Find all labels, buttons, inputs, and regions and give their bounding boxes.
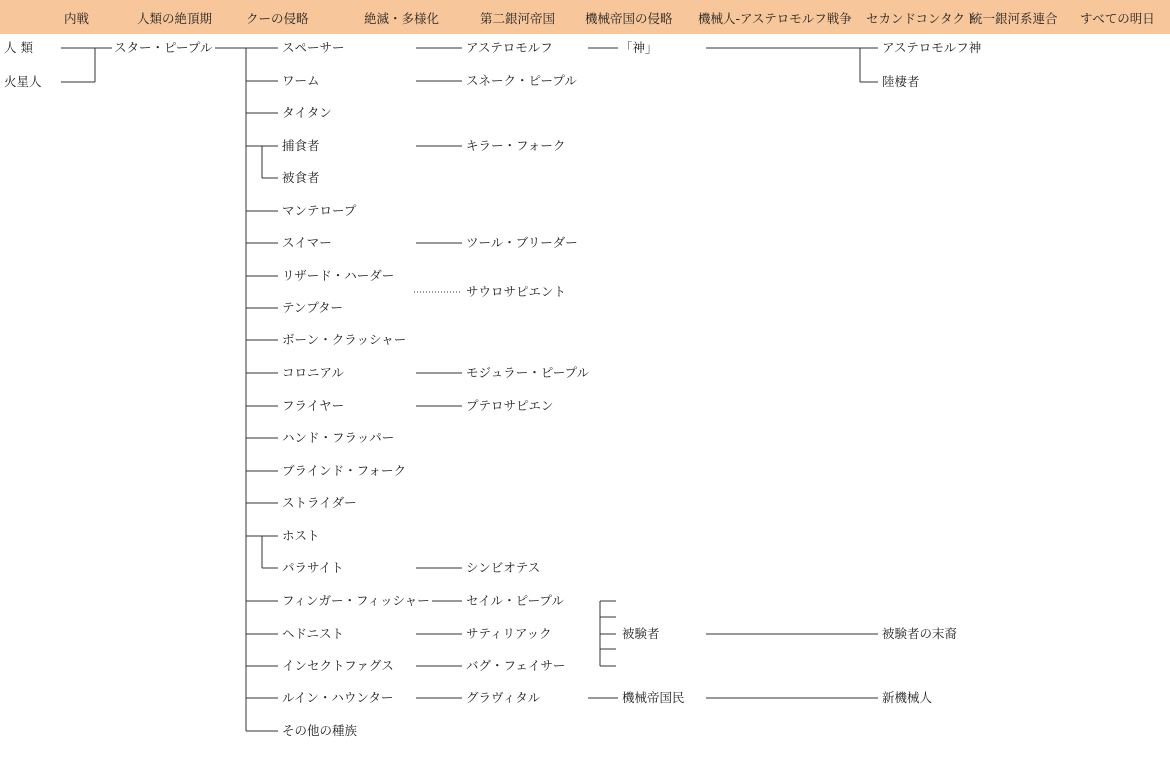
node-test-subjects: 被験者	[622, 626, 660, 641]
node-hedonist: ヘドニスト	[282, 626, 345, 641]
node-flyer: フライヤー	[282, 398, 345, 413]
node-pterosapien: プテロサピエン	[466, 398, 554, 413]
node-bug-facer: バグ・フェイサー	[466, 658, 566, 673]
era-label-qu-invasion: クーの侵略	[246, 11, 309, 26]
node-killer-folk: キラー・フォーク	[466, 138, 566, 153]
node-spacer: スペーサー	[282, 40, 345, 55]
node-tool-breeder: ツール・ブリーダー	[466, 235, 578, 250]
node-colonial: コロニアル	[282, 365, 345, 380]
era-label-all-tomorrows: すべての明日	[1080, 11, 1155, 26]
node-other-species: その他の種族	[282, 723, 358, 738]
node-sail-people: セイル・ピープル	[466, 593, 565, 608]
node-finger-fisher: フィンガー・フィッシャー	[282, 593, 430, 608]
node-lizard-herder: リザード・ハーダー	[282, 268, 395, 283]
era-label-extinction: 絶滅・多様化	[364, 11, 440, 26]
node-star-people: スター・ピープル	[114, 40, 213, 55]
node-hand-flapper: ハンド・フラッパー	[282, 430, 395, 445]
era-label-civil-war: 内戦	[64, 11, 90, 26]
era-label-machine-war: 機械人-アステロモルフ戦争	[698, 11, 852, 26]
node-titan: タイタン	[282, 105, 332, 120]
node-mantelope: マンテロープ	[282, 203, 357, 218]
era-label-machine-invasion: 機械帝国の侵略	[585, 11, 673, 26]
node-worm: ワーム	[282, 73, 320, 88]
node-bone-crusher: ボーン・クラッシャー	[282, 332, 407, 347]
node-gravital: グラヴィタル	[466, 690, 541, 705]
node-ruin-haunter: ルイン・ハウンター	[282, 690, 394, 705]
node-prey: 被食者	[282, 170, 320, 185]
node-satyriac: サティリアック	[466, 626, 552, 641]
node-host: ホスト	[282, 528, 320, 543]
node-insectophagus: インセクトファグス	[282, 658, 394, 673]
node-martians: 火星人	[4, 74, 42, 89]
era-label-human-peak: 人類の絶頂期	[137, 11, 213, 26]
node-strider: ストライダー	[282, 495, 357, 510]
era-label-united-federation: 統一銀河系連合	[970, 11, 1058, 26]
node-new-machine-people: 新機械人	[882, 690, 933, 705]
node-predator: 捕食者	[282, 138, 320, 153]
era-label-second-empire: 第二銀河帝国	[480, 11, 556, 26]
node-parasite: パラサイト	[282, 560, 344, 575]
node-asteromorph-god: アステロモルフ神	[882, 40, 982, 55]
node-machine-citizens: 機械帝国民	[622, 690, 685, 705]
node-god: 「神」	[620, 40, 658, 55]
node-blind-folk: ブラインド・フォーク	[282, 463, 407, 478]
node-symbiotes: シンビオテス	[466, 560, 541, 575]
node-modular-people: モジュラー・ピープル	[466, 365, 590, 380]
node-test-subject-descendants: 被験者の末裔	[882, 626, 958, 641]
node-land-dwellers: 陸棲者	[882, 74, 920, 89]
node-asteromorph: アステロモルフ	[466, 40, 553, 55]
node-saurosapient: サウロサピエント	[466, 284, 567, 299]
node-snake-people: スネーク・ピープル	[466, 73, 577, 88]
era-label-second-contact: セカンドコンタクト	[866, 11, 978, 26]
node-swimmer: スイマー	[282, 235, 332, 250]
node-humans: 人 類	[4, 40, 33, 55]
node-tempter: テンプター	[282, 300, 344, 315]
